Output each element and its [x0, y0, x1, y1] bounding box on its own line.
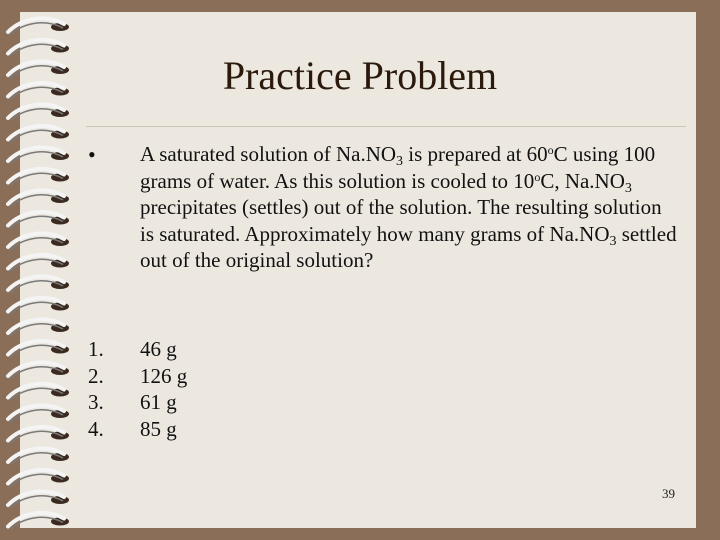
- slide-title: Practice Problem: [222, 53, 498, 98]
- answer-list: [88, 336, 187, 442]
- binding-ring: [8, 233, 69, 250]
- binding-ring: [8, 319, 69, 336]
- binding-ring: [8, 255, 69, 272]
- binding-ring: [8, 18, 69, 35]
- binding-ring: [8, 405, 69, 422]
- answer-option-3: 3. 61 g: [88, 390, 177, 414]
- binding-ring: [8, 212, 69, 229]
- binding-ring: [8, 298, 69, 315]
- binding-ring: [8, 126, 69, 143]
- binding-ring: [8, 147, 69, 164]
- bullet-mark: •: [88, 142, 96, 167]
- page-number: 39: [662, 486, 675, 501]
- binding-ring: [8, 513, 69, 530]
- answer-option-1: 1. 46 g: [88, 337, 177, 361]
- binding-ring: [8, 427, 69, 444]
- title-divider: [86, 126, 686, 127]
- answer-option-2: 2. 126 g: [88, 363, 188, 388]
- question-text: A saturated solution of $Na.NO_3$ is prepared at 60$^o$C using 100 grams of water. As this solution is cooled to 10$^o$C, $Na.NO_3$ precipitates (settles) out of the solution. The resulting solution is saturated. Approximately how many grams of $Na.NO_3$ settled out of the original solution?: [140, 142, 677, 272]
- binding-ring: [8, 470, 69, 487]
- binding-ring: [8, 276, 69, 293]
- binding-ring: [8, 169, 69, 186]
- binding-ring: [8, 491, 69, 508]
- binding-ring: [8, 384, 69, 401]
- binding-ring: [8, 362, 69, 379]
- binding-ring: [8, 448, 69, 465]
- answer-option-4: 4. 85 g: [88, 416, 177, 441]
- binding-ring: [8, 104, 69, 121]
- binding-ring: [8, 190, 69, 207]
- binding-ring: [8, 341, 69, 358]
